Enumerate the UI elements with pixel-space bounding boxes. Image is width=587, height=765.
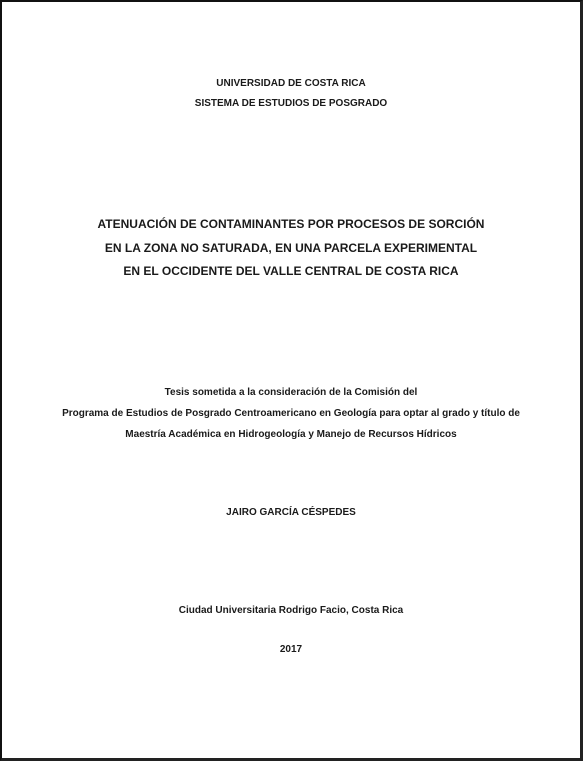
statement-line-2: Programa de Estudios de Posgrado Centroamericano en Geología para optar al grado y título de xyxy=(62,408,520,419)
year: 2017 xyxy=(279,644,303,655)
author-name: JAIRO GARCÍA CÉSPEDES xyxy=(226,507,356,518)
statement-line-1: Tesis sometida a la consideración de la Comisión del xyxy=(164,387,418,398)
university-name: UNIVERSIDAD DE COSTA RICA xyxy=(216,78,366,89)
place: Ciudad Universitaria Rodrigo Facio, Costa Rica xyxy=(178,605,404,616)
graduate-system-name: SISTEMA DE ESTUDIOS DE POSGRADO xyxy=(194,98,388,109)
thesis-title-line-1: ATENUACIÓN DE CONTAMINANTES POR PROCESOS DE SORCIÓN xyxy=(97,217,485,231)
statement-line-3: Maestría Académica en Hidrogeología y Manejo de Recursos Hídricos xyxy=(125,429,457,440)
thesis-title-line-2: EN LA ZONA NO SATURADA, EN UNA PARCELA EXPERIMENTAL xyxy=(104,241,478,255)
thesis-title-line-3: EN EL OCCIDENTE DEL VALLE CENTRAL DE COSTA RICA xyxy=(123,264,459,278)
